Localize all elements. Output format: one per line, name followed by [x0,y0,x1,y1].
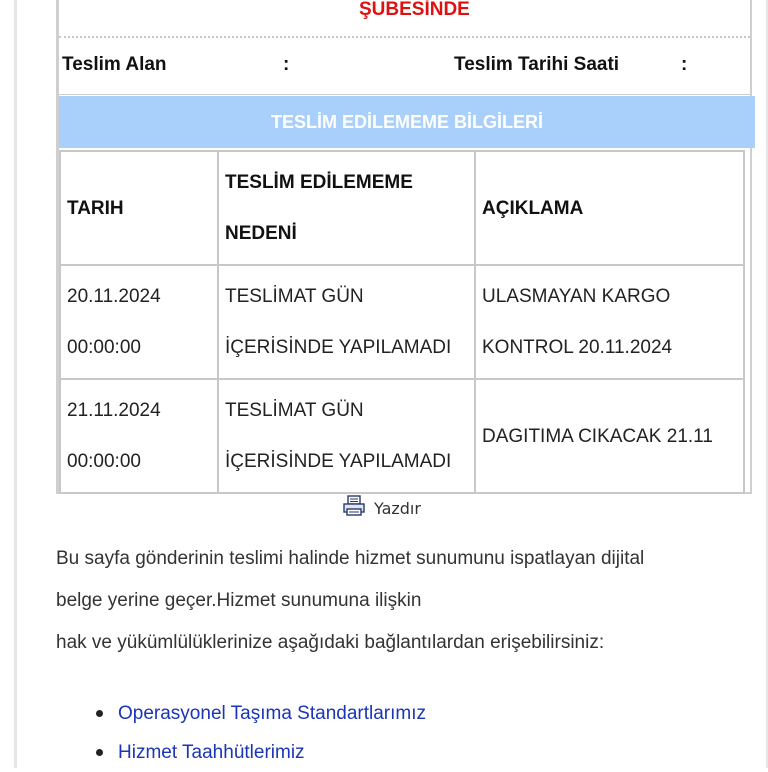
cell-time-line: 00:00:00 [67,451,141,472]
operational-standards-link[interactable]: Operasyonel Taşıma Standartlarımız [118,702,427,724]
info-line: belge yerine geçer.Hizmet sunumuna ilişkin [56,590,422,611]
list-item [96,694,426,733]
receiver-label: Teslim Alan [62,54,167,75]
cell-date [60,265,218,379]
left-page-border [14,0,17,768]
cell-reason-line: İÇERİSİNDE YAPILAMADI [225,451,452,472]
delivery-date-colon: : [681,54,688,75]
branch-row [59,0,750,38]
info-line: Bu sayfa gönderinin teslimi halinde hizmet sunumunu ispatlayan dijital [56,548,645,569]
undelivered-table [59,150,745,494]
table-row [60,265,744,379]
receiver-row [59,38,750,95]
branch-text: ŞUBESİNDE [359,0,470,20]
reason-header-line2: NEDENİ [225,223,297,244]
column-header-reason [218,151,475,265]
cell-description [475,379,744,493]
cell-date-line: 20.11.2024 [67,286,161,307]
table-row [60,379,744,493]
receiver-colon: : [283,54,290,75]
reason-header-line1: TESLİM EDİLEMEME [225,172,413,193]
delivery-date-label: Teslim Tarihi Saati [454,54,620,75]
cell-reason-line: TESLİMAT GÜN [225,286,364,307]
info-paragraph [56,538,746,664]
undelivered-info-header: TESLİM EDİLEMEME BİLGİLERİ [59,96,755,148]
bullet-icon [96,710,103,717]
bullet-icon [96,749,103,756]
cell-description-line: KONTROL 20.11.2024 [482,337,673,358]
service-commitments-link[interactable]: Hizmet Taahhütlerimiz [118,741,305,763]
table-header-row [60,151,744,265]
cell-reason [218,265,475,379]
cell-reason-line: İÇERİSİNDE YAPILAMADI [225,337,452,358]
info-line: hak ve yükümlülüklerinize aşağıdaki bağlantılardan erişebilirsiniz: [56,632,605,653]
cell-description-line: ULASMAYAN KARGO [482,286,671,307]
printer-icon [342,495,366,522]
cell-reason-line: TESLİMAT GÜN [225,400,364,421]
cell-date-line: 21.11.2024 [67,400,161,421]
list-item [96,733,426,772]
cell-description-line: DAGITIMA CIKACAK 21.11 [482,425,713,447]
cell-description [475,265,744,379]
cell-reason [218,379,475,493]
print-button[interactable] [342,497,421,519]
column-header-date: TARIH [60,151,218,265]
cell-date [60,379,218,493]
column-header-description: AÇIKLAMA [475,151,744,265]
cell-time-line: 00:00:00 [67,337,141,358]
links-list [96,694,426,772]
print-label: Yazdır [374,498,421,518]
shipment-detail-frame [56,0,752,494]
